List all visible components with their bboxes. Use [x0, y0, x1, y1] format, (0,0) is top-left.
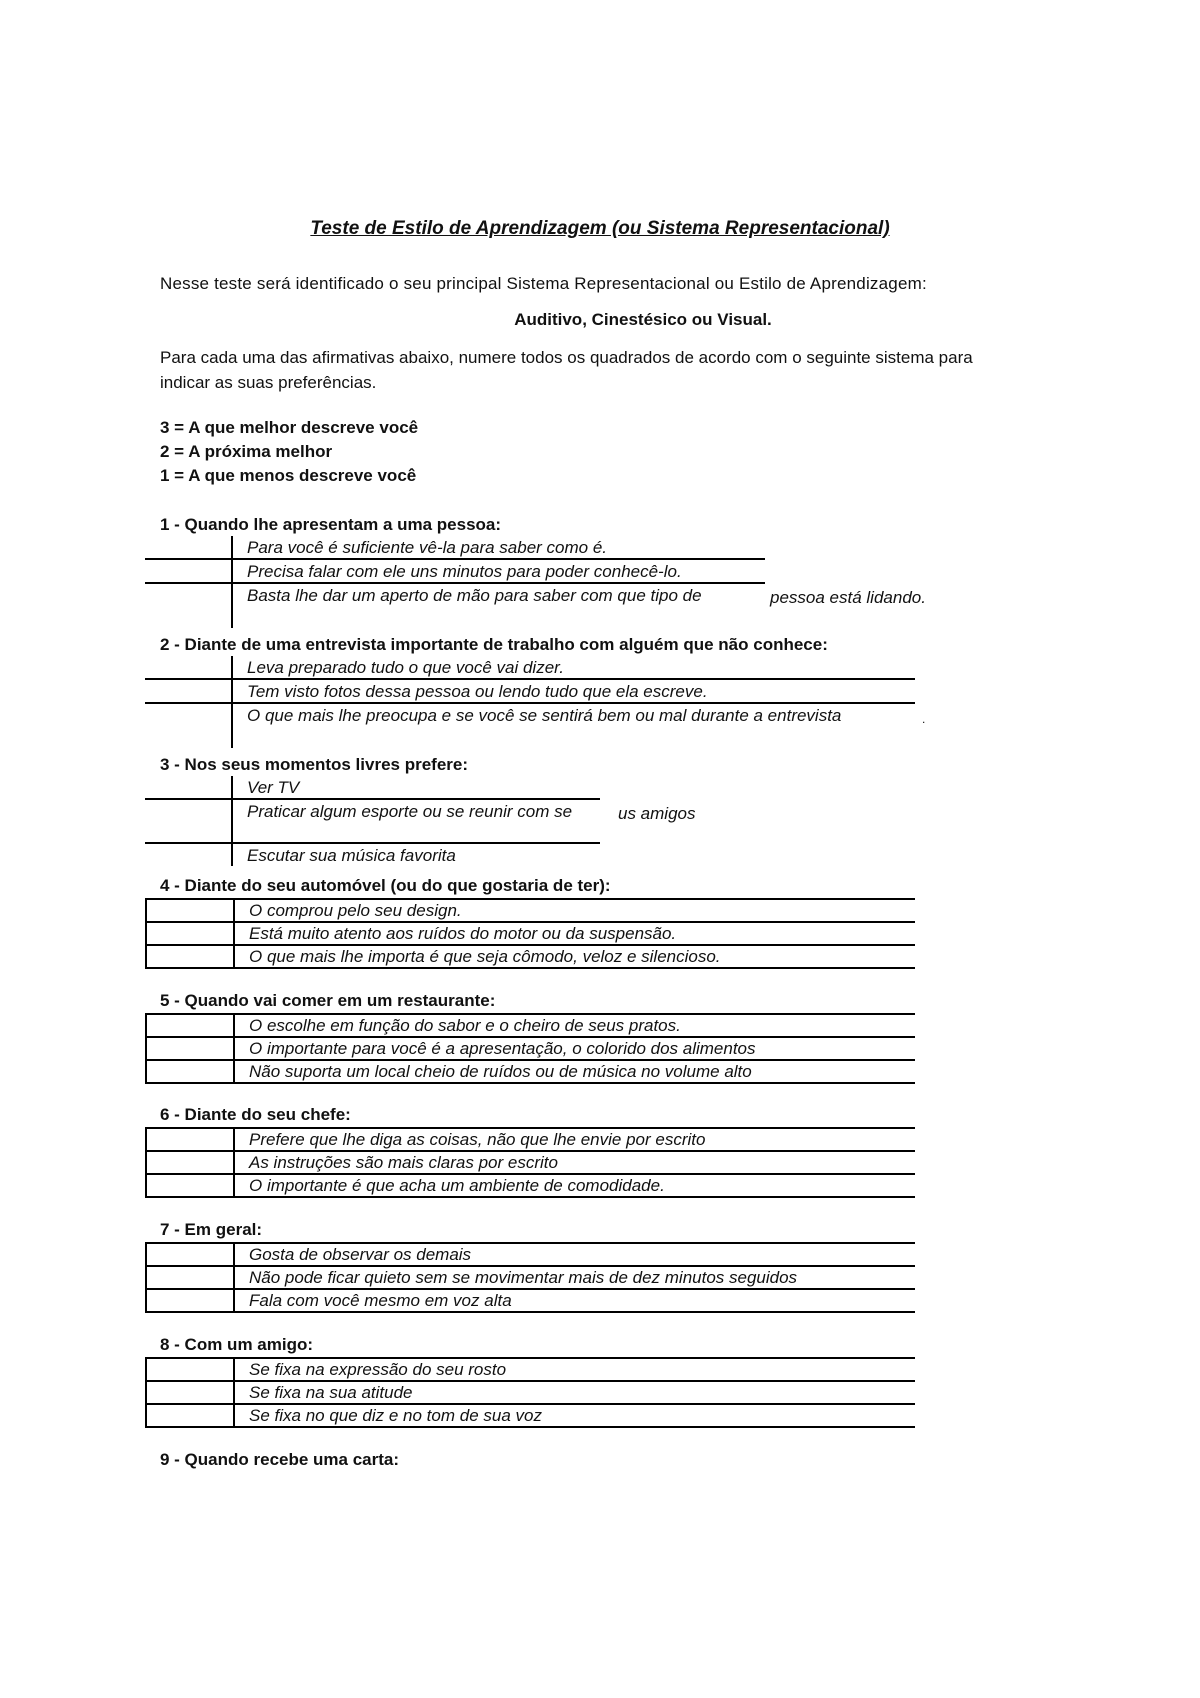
answer-text: Para você é suficiente vê-la para saber como é. — [247, 538, 608, 557]
answer-row — [145, 776, 600, 800]
answer-box[interactable] — [145, 560, 233, 582]
question-3-title: 3 - Nos seus momentos livres prefere: — [160, 755, 469, 774]
question-8-answers — [145, 1357, 915, 1428]
answer-box[interactable] — [145, 1061, 235, 1082]
answer-text: Não suporta um local cheio de ruídos ou de música no volume alto — [249, 1062, 752, 1081]
answer-box[interactable] — [145, 1038, 235, 1059]
answer-text: Não pode ficar quieto sem se movimentar mais de dez minutos seguidos — [249, 1268, 798, 1287]
answer-row — [145, 1061, 915, 1084]
question-4-answers — [145, 898, 915, 969]
answer-box[interactable] — [145, 1267, 235, 1288]
answer-box[interactable] — [145, 536, 233, 558]
answer-row — [145, 1359, 915, 1382]
answer-box[interactable] — [145, 1405, 235, 1426]
answer-box[interactable] — [145, 680, 233, 702]
answer-text: O que mais lhe preocupa e se você se sentirá bem ou mal durante a entrevista — [247, 706, 842, 725]
answer-row — [145, 946, 915, 969]
question-8-title: 8 - Com um amigo: — [160, 1335, 314, 1354]
answer-row — [145, 923, 915, 946]
question-2-answers — [145, 656, 915, 748]
answer-row — [145, 1267, 915, 1290]
answer-box[interactable] — [145, 656, 233, 678]
answer-row — [145, 584, 765, 628]
answer-box[interactable] — [145, 900, 235, 921]
answer-row — [145, 1175, 915, 1198]
answer-box[interactable] — [145, 1015, 235, 1036]
answer-continuation: . — [922, 712, 926, 726]
instructions-text: Para cada uma das afirmativas abaixo, numere todos os quadrados de acordo com o seguinte sistema para indicar as suas preferências. — [160, 348, 973, 392]
answer-text: O importante é que acha um ambiente de comodidade. — [249, 1176, 665, 1195]
answer-box[interactable] — [145, 1382, 235, 1403]
answer-box[interactable] — [145, 1290, 235, 1311]
answer-row — [145, 1129, 915, 1152]
answer-text: Se fixa na sua atitude — [249, 1383, 413, 1402]
answer-box[interactable] — [145, 1175, 235, 1196]
question-4-title: 4 - Diante do seu automóvel (ou do que gostaria de ter): — [160, 876, 611, 895]
question-7-title: 7 - Em geral: — [160, 1220, 263, 1239]
answer-row — [145, 704, 915, 748]
question-7-answers — [145, 1242, 915, 1313]
answer-continuation: us amigos — [618, 804, 696, 823]
question-5-title: 5 - Quando vai comer em um restaurante: — [160, 991, 496, 1010]
question-2-title: 2 - Diante de uma entrevista importante de trabalho com alguém que não conhece: — [160, 635, 828, 654]
answer-box[interactable] — [145, 1244, 235, 1265]
question-1-title: 1 - Quando lhe apresentam a uma pessoa: — [160, 515, 502, 534]
scale-item-3: 3 = A que melhor descreve você — [160, 418, 419, 437]
answer-text: Leva preparado tudo o que você vai dizer. — [247, 658, 564, 677]
intro-text: Nesse teste será identificado o seu principal Sistema Representacional ou Estilo de Aprendizagem: — [160, 274, 927, 293]
answer-row — [145, 1038, 915, 1061]
answer-box[interactable] — [145, 844, 233, 866]
answer-box[interactable] — [145, 584, 233, 628]
question-3-answers — [145, 776, 600, 866]
answer-row — [145, 1405, 915, 1428]
answer-box[interactable] — [145, 946, 235, 967]
answer-row — [145, 536, 765, 560]
answer-text: Se fixa na expressão do seu rosto — [249, 1360, 507, 1379]
answer-row — [145, 800, 600, 844]
answer-box[interactable] — [145, 1359, 235, 1380]
page-title: Teste de Estilo de Aprendizagem (ou Sistema Representacional) — [310, 218, 890, 239]
scale-item-1: 1 = A que menos descreve você — [160, 466, 417, 485]
answer-text: Se fixa no que diz e no tom de sua voz — [249, 1406, 542, 1425]
answer-text: Escutar sua música favorita — [247, 846, 456, 865]
answer-row — [145, 1015, 915, 1038]
answer-row — [145, 900, 915, 923]
answer-text: Fala com você mesmo em voz alta — [249, 1291, 512, 1310]
answer-continuation: pessoa está lidando. — [770, 588, 926, 607]
question-9-title: 9 - Quando recebe uma carta: — [160, 1450, 400, 1469]
answer-text: Ver TV — [247, 778, 300, 797]
question-6-title: 6 - Diante do seu chefe: — [160, 1105, 351, 1124]
answer-text: Precisa falar com ele uns minutos para poder conhecê-lo. — [247, 562, 682, 581]
answer-row — [145, 680, 915, 704]
answer-box[interactable] — [145, 923, 235, 944]
question-1-answers — [145, 536, 765, 628]
answer-row — [145, 1244, 915, 1267]
scale-legend — [160, 416, 418, 488]
answer-row — [145, 844, 600, 866]
answer-row — [145, 1382, 915, 1405]
answer-box[interactable] — [145, 1152, 235, 1173]
answer-row — [145, 1152, 915, 1175]
answer-row — [145, 560, 765, 584]
answer-box[interactable] — [145, 704, 233, 748]
answer-row — [145, 656, 915, 680]
answer-text: As instruções são mais claras por escrito — [249, 1153, 558, 1172]
question-5-answers — [145, 1013, 915, 1084]
question-6-answers — [145, 1127, 915, 1198]
answer-text: Tem visto fotos dessa pessoa ou lendo tudo que ela escreve. — [247, 682, 708, 701]
answer-text: Prefere que lhe diga as coisas, não que lhe envie por escrito — [249, 1130, 706, 1149]
scale-item-2: 2 = A próxima melhor — [160, 442, 333, 461]
answer-box[interactable] — [145, 800, 233, 842]
answer-text: Praticar algum esporte ou se reunir com se — [247, 802, 573, 821]
answer-box[interactable] — [145, 1129, 235, 1150]
answer-text: O que mais lhe importa é que seja cômodo, veloz e silencioso. — [249, 947, 721, 966]
answer-text: Gosta de observar os demais — [249, 1245, 472, 1264]
answer-text: Basta lhe dar um aperto de mão para saber com que tipo de — [247, 586, 702, 605]
answer-row — [145, 1290, 915, 1313]
answer-text: O importante para você é a apresentação, o colorido dos alimentos — [249, 1039, 756, 1058]
subtitle: Auditivo, Cinestésico ou Visual. — [514, 310, 772, 329]
answer-text: O comprou pelo seu design. — [249, 901, 462, 920]
answer-text: Está muito atento aos ruídos do motor ou da suspensão. — [249, 924, 677, 943]
answer-text: O escolhe em função do sabor e o cheiro de seus pratos. — [249, 1016, 681, 1035]
answer-box[interactable] — [145, 776, 233, 798]
